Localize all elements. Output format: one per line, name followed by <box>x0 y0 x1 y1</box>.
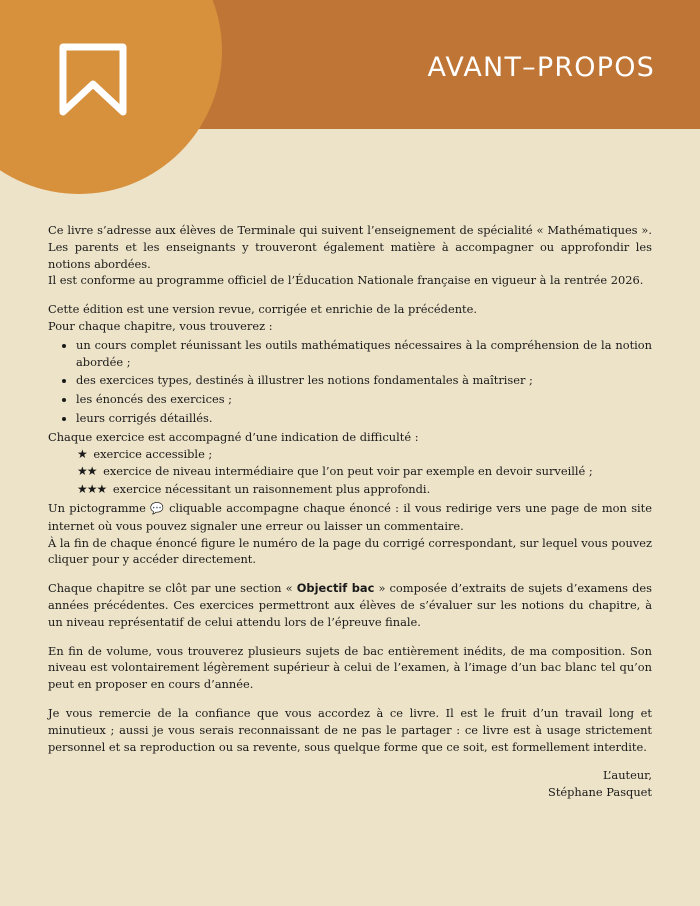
star-icon: ★★ <box>77 464 97 479</box>
preface-content <box>48 222 652 801</box>
thanks-paragraph: Je vous remercie de la confiance que vous accordez à ce livre. Il est le fruit d’un travail long et minutieux ; aussi je vous serais reconnaissant de ne pas le partager : ce livre est à usage strictement personnel et sa reproduction ou sa revente, sous quelque forme que ce soit, est formellement interdite. <box>48 705 652 754</box>
difficulty-intro: Chaque exercice est accompagné d’une indication de difficulté : <box>48 429 419 444</box>
bookmark-icon <box>58 42 128 120</box>
objectif-paragraph <box>48 580 652 630</box>
signature-name: Stéphane Pasquet <box>548 785 652 800</box>
difficulty-level <box>77 463 652 480</box>
list-item: • leurs corrigés détaillés. <box>76 410 652 427</box>
pictogram-paragraph <box>48 500 652 535</box>
star-icon: ★★★ <box>77 482 107 497</box>
chapter-intro: Pour chaque chapitre, vous trouverez : <box>48 318 273 333</box>
program-note: Il est conforme au programme officiel de l’Éducation Nationale française en vigueur à la rentrée 2026. <box>48 273 644 288</box>
difficulty-level <box>77 481 652 498</box>
pictogram-text-after: cliquable accompagne chaque énoncé : il vous redirige vers une page de mon site internet où vous pouvez signaler une erreur ou laisser un commentaire. <box>48 500 653 533</box>
objectif-text-before: Chaque chapitre se clôt par une section « <box>48 581 297 596</box>
list-item: • un cours complet réunissant les outils mathématiques nécessaires à la compréhension de la notion abordée ; <box>76 337 652 371</box>
star-icon: ★ <box>77 446 87 461</box>
list-item: • les énoncés des exercices ; <box>76 391 652 408</box>
pictogram-text-before: Un pictogramme <box>48 500 146 515</box>
objectif-bac-label: Objectif bac <box>296 581 375 596</box>
difficulty-text: exercice nécessitant un raisonnement plus approfondi. <box>112 482 431 497</box>
difficulty-level <box>77 446 652 463</box>
page-title: AVANT–PROPOS <box>427 52 655 83</box>
difficulty-list <box>77 446 652 498</box>
intro-paragraph: Ce livre s’adresse aux élèves de Terminale qui suivent l’enseignement de spécialité « Mathématiques ». Les parents et les enseignants y trouveront également matière à accompagner ou approfondir les notions abordées. <box>48 223 652 271</box>
difficulty-text: exercice de niveau intermédiaire que l’on peut voir par exemple en devoir surveillé ; <box>103 464 593 479</box>
chapter-contents-list <box>48 337 652 427</box>
difficulty-text: exercice accessible ; <box>93 446 213 461</box>
edition-note: Cette édition est une version revue, corrigée et enrichie de la précédente. <box>48 302 477 317</box>
list-item: • des exercices types, destinés à illustrer les notions fondamentales à maîtriser ; <box>76 372 652 389</box>
page-link-note: À la fin de chaque énoncé figure le numéro de la page du corrigé correspondant, sur lequel vous pouvez cliquer pour y accéder directement. <box>48 535 652 567</box>
objectif-text-after: » composée d’extraits de sujets d’examens des années précédentes. Ces exercices permettront aux élèves de s’évaluer sur les notions du chapitre, à un niveau représentatif de celui attendu lors de l’épreuve finale. <box>48 581 652 629</box>
chat-icon[interactable]: 💬 <box>150 501 165 515</box>
signature <box>48 767 652 801</box>
end-volume-paragraph: En fin de volume, vous trouverez plusieurs sujets de bac entièrement inédits, de ma composition. Son niveau est volontairement légèrement supérieur à celui de l’examen, à l’image d’un bac blanc tel qu’on peut en proposer en cours d’année. <box>48 643 652 692</box>
signature-role: L’auteur, <box>602 768 652 783</box>
